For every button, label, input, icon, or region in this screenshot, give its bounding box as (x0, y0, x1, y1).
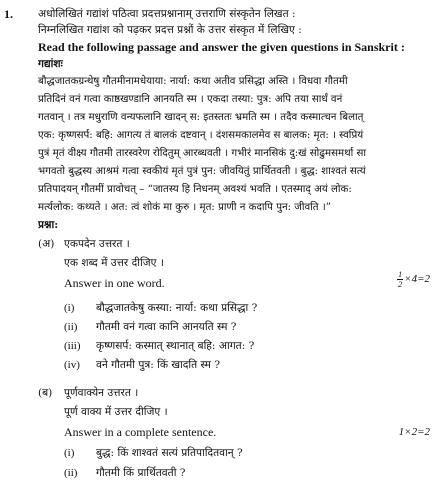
questions-heading: प्रश्ना: (38, 219, 59, 231)
part-b-instruction-english: Answer in a complete sentence. (64, 425, 217, 439)
part-a-marks (397, 270, 430, 289)
question-item: कृष्णसर्प: कस्मात् स्थानात् बहि: आगत: ? (96, 340, 255, 352)
part-b-marks: 1×2=2 (398, 426, 430, 438)
passage-line: एक: कृष्णसर्प: बहि: आगत्य तं बालकं दष्टवान् । दंशसमकालमेव स बालक: मृत: । स्वप्रियं (38, 130, 364, 141)
question-item: बौद्धजातकेषु कस्या: नार्या: कथा प्रसिद्धा ? (96, 302, 258, 314)
part-a-instruction-english: Answer in one word. (64, 276, 165, 290)
passage-line: प्रतिपादयन् गौतमीं प्रावोचत् – “जातस्य हि निधनम् अवश्यं भवति । एतस्माद् अयं लोक: (38, 184, 352, 195)
item-number: (ii) (64, 467, 78, 479)
part-a-label: (अ) (38, 238, 55, 250)
marks-suffix: ×4=2 (404, 273, 430, 285)
part-b-instruction-hindi: पूर्ण वाक्य में उत्तर दीजिए । (64, 406, 168, 418)
instruction-sanskrit: अधोलिखितं गद्यांशं पठित्वा प्रदत्तप्रश्नानाम् उत्तराणि संस्कृतेन लिखत : (38, 8, 296, 20)
question-item: बुद्ध: किं शाश्वतं सत्यं प्रतिपादितवान् ? (96, 447, 243, 459)
passage-line: पुत्रं मृतं वीक्ष्य गौतमी तारस्वरेण रोदितुम् आरब्धवती । गभीरं मानसिकं दु:खं सोढुमसमर्था सा (38, 148, 366, 159)
part-b-label: (ब) (38, 387, 53, 399)
question-item: गौतमी वनं गत्वा कानि आनयति स्म ? (96, 321, 237, 333)
passage-heading: गद्यांशः (38, 58, 63, 70)
part-b-instruction-sanskrit: पूर्णवाक्येन उत्तरत । (64, 387, 139, 399)
passage-line: प्रतिदिनं वनं गत्वा काष्ठखण्डानि आनयति स्म । एकदा तस्या: पुत्र: अपि तया सार्धं वनं (38, 94, 343, 105)
part-a-instruction-hindi: एक शब्द में उत्तर दीजिए । (64, 257, 164, 269)
passage-line: मर्त्यलोक: कथ्यते । अत: त्वं शोकं मा कुरु । मृत: प्राणी न कदापि पुन: जीवति ।” (38, 202, 331, 213)
passage-line: भगवतो बुद्धस्य आश्रमं गत्वा स्वकीयं मृतं पुत्रं पुन: जीवयितुं प्रार्थितवती । बुद्ध: शाश्वतं सत्यं (38, 166, 366, 177)
part-a-instruction-sanskrit: एकपदेन उत्तरत । (64, 238, 130, 250)
item-number: (i) (64, 447, 75, 459)
marks-numerator: 1 (398, 270, 403, 279)
item-number: (ii) (64, 321, 78, 333)
passage-line: गतवान् । तत्र मधुराणि वन्यफलानि खादन् स: इतस्ततः भ्रमति स्म । तदैव कस्मात्चन बिलात् (38, 112, 364, 123)
question-number: 1. (4, 7, 13, 21)
marks-denominator: 2 (398, 280, 403, 289)
item-number: (iv) (64, 359, 80, 371)
item-number: (i) (64, 302, 75, 314)
item-number: (iii) (64, 340, 81, 352)
instruction-english: Read the following passage and answer the given questions in Sanskrit : (38, 40, 405, 54)
passage-line: बौद्धजातकग्रन्थेषु गौतमीनामधेयाया: नार्या: कथा अतीव प्रसिद्धा अस्ति । विधवा गौतमी (38, 76, 348, 87)
instruction-hindi: निम्नलिखित गद्यांश को पढ़कर प्रदत्त प्रश्नों के उत्तर संस्कृत में लिखिए : (38, 24, 302, 36)
question-item: वने गौतमी पुत्र: किं खादति स्म ? (96, 359, 221, 371)
question-item: गौतमी किं प्रार्थितवती ? (96, 467, 186, 479)
